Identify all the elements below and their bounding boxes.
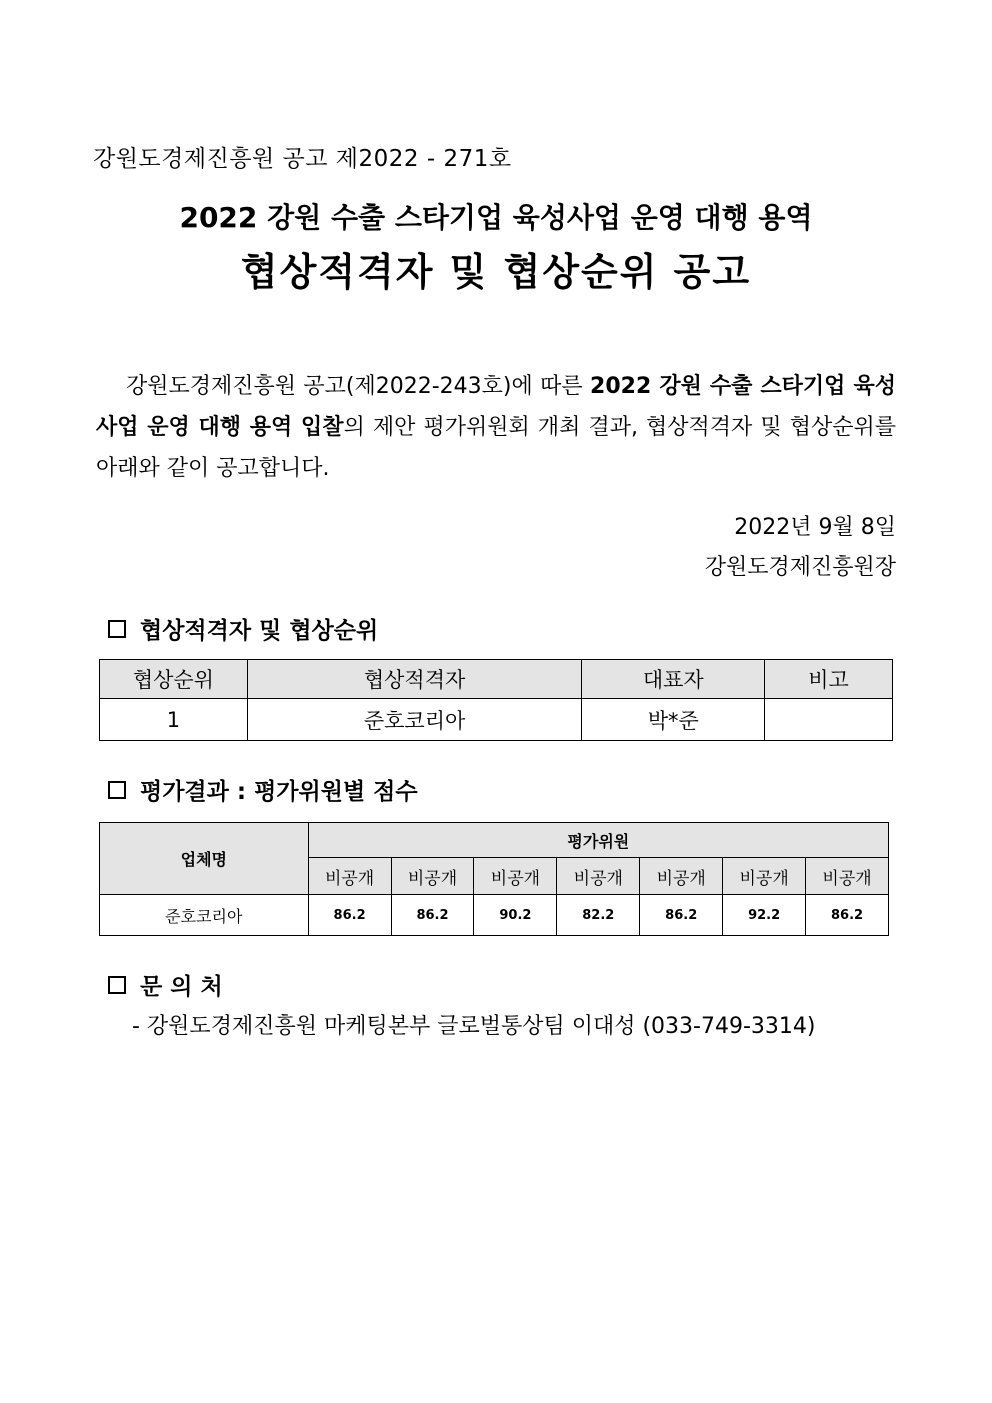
cell-score: 82.2	[557, 895, 640, 936]
cell-remarks	[765, 699, 893, 741]
section-heading-text: 평가결과 : 평가위원별 점수	[140, 779, 418, 805]
document-subtitle: 협상적격자 및 협상순위 공고	[240, 250, 752, 294]
document-title: 2022 강원 수출 스타기업 육성사업 운영 대행 용역	[179, 201, 813, 234]
ranking-table	[99, 659, 893, 741]
table-row	[100, 895, 889, 936]
checkbox-square-icon	[108, 620, 126, 638]
cell-score: 86.2	[308, 895, 391, 936]
column-header-evaluator: 비공개	[391, 858, 474, 895]
announcement-paragraph	[96, 366, 896, 489]
section-heading-contact	[108, 968, 223, 1001]
cell-representative: 박*준	[582, 699, 765, 741]
cell-score: 90.2	[474, 895, 557, 936]
paragraph-text-2: 의 제안 평가위원회 개최 결과, 협상적격자 및 협상순위를 아래와 같이 공고합니다.	[96, 415, 896, 481]
section-heading-evaluation	[108, 773, 418, 806]
column-header-remarks: 비고	[765, 660, 893, 699]
table-header-row	[100, 660, 893, 699]
score-table	[99, 822, 889, 936]
announcement-date: 2022년 9월 8일	[734, 515, 896, 540]
cell-rank: 1	[100, 699, 248, 741]
notice-number: 강원도경제진흥원 공고 제2022 - 271호	[93, 146, 512, 172]
column-header-evaluator: 비공개	[308, 858, 391, 895]
column-header-evaluator: 비공개	[557, 858, 640, 895]
column-header-evaluator: 비공개	[474, 858, 557, 895]
cell-company: 준호코리아	[100, 895, 309, 936]
column-header-company: 업체명	[100, 823, 309, 895]
column-header-evaluators: 평가위원	[308, 823, 888, 858]
paragraph-bold-text: 2022 강원 수출 스타기업 육성사업 운영 대행 용역 입찰	[96, 374, 896, 440]
section-heading-ranking	[108, 612, 378, 645]
cell-candidate: 준호코리아	[247, 699, 582, 741]
column-header-evaluator: 비공개	[723, 858, 806, 895]
column-header-representative: 대표자	[582, 660, 765, 699]
column-header-rank: 협상순위	[100, 660, 248, 699]
column-header-evaluator: 비공개	[806, 858, 889, 895]
checkbox-square-icon	[108, 976, 126, 994]
section-heading-text: 문 의 처	[140, 974, 223, 1000]
paragraph-text-1: 강원도경제진흥원 공고(제2022-243호)에 따른	[126, 374, 591, 399]
table-header-row	[100, 823, 889, 858]
checkbox-square-icon	[108, 781, 126, 799]
section-heading-text: 협상적격자 및 협상순위	[140, 618, 379, 644]
cell-score: 86.2	[806, 895, 889, 936]
table-row	[100, 699, 893, 741]
contact-info: - 강원도경제진흥원 마케팅본부 글로벌통상팀 이대성 (033-749-3314)	[132, 1014, 816, 1039]
issuer-name: 강원도경제진흥원장	[704, 555, 896, 580]
column-header-evaluator: 비공개	[640, 858, 723, 895]
column-header-candidate: 협상적격자	[247, 660, 582, 699]
cell-score: 86.2	[640, 895, 723, 936]
cell-score: 92.2	[723, 895, 806, 936]
cell-score: 86.2	[391, 895, 474, 936]
